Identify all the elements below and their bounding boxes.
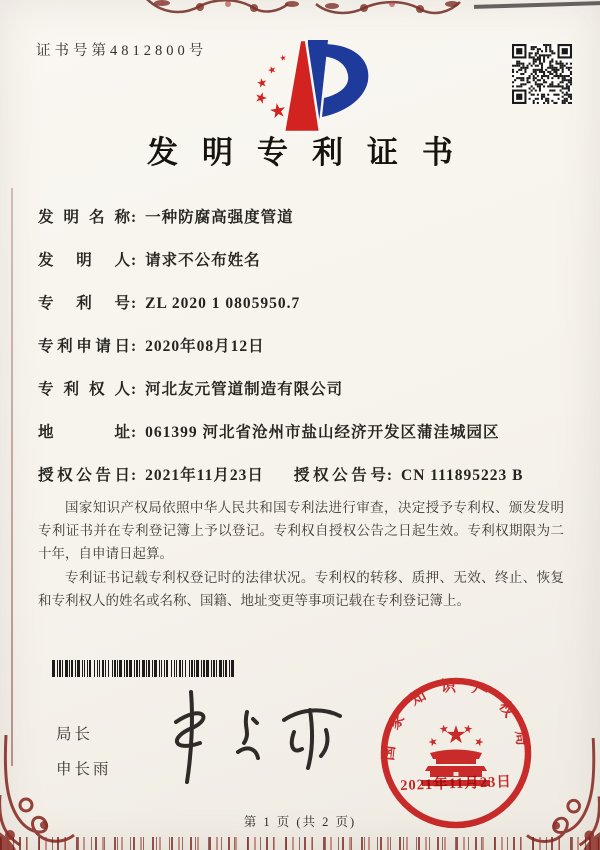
- grant-number-pair: [294, 465, 524, 486]
- field-list: [38, 207, 566, 486]
- page-footer: 第 1 页 (共 2 页): [243, 815, 357, 829]
- director-title: 局长: [56, 726, 94, 743]
- qr-code-icon: [512, 44, 572, 104]
- field-row-patent-number: [38, 293, 566, 314]
- barcode-icon: [52, 660, 236, 677]
- field-label: 地址: [38, 424, 130, 441]
- field-row-address: [38, 422, 566, 443]
- field-row-inventor: [38, 250, 566, 271]
- cnipa-logo-icon: [238, 36, 372, 134]
- field-value: ZL 2020 1 0805950.7: [145, 295, 301, 312]
- grant-date-pair: [38, 465, 264, 486]
- field-label: 授权公告日: [38, 467, 130, 484]
- field-value: 2020年08月12日: [145, 338, 265, 355]
- field-row-patentee: [38, 379, 566, 400]
- field-value: 2021年11月23日: [145, 467, 264, 484]
- field-colon: :: [131, 338, 137, 355]
- field-value: 请求不公布姓名: [145, 252, 261, 269]
- official-seal-icon: [375, 672, 537, 834]
- field-colon: :: [131, 381, 137, 398]
- field-colon: :: [131, 209, 137, 226]
- field-value: 河北友元管道制造有限公司: [145, 381, 344, 398]
- field-label: 发明名称: [38, 209, 130, 226]
- certificate-title: 发明专利证书: [147, 135, 477, 170]
- seal-agency-text: 国家知识产权局: [380, 679, 532, 762]
- field-value: 一种防腐高强度管道: [145, 209, 294, 226]
- bottom-border-ornament: [0, 837, 600, 850]
- bottom-left-ornament: [0, 735, 78, 850]
- field-label: 发明人: [38, 252, 130, 269]
- field-colon: :: [386, 467, 392, 484]
- left-edge-line: [11, 188, 13, 766]
- field-row-grant: [38, 465, 566, 486]
- legal-paragraph: 国家知识产权局依照中华人民共和国专利法进行审查，决定授予专利权、颁发发明专利证书并在专利登记簿上予以登记。专利权自授权公告之日起生效。专利权期限为二十年，自申请日起算。: [38, 500, 564, 562]
- field-row-invention-name: [38, 207, 566, 228]
- top-edge-line: [474, 1, 600, 8]
- director-signature-icon: [150, 686, 350, 788]
- field-value: CN 111895223 B: [401, 467, 524, 484]
- legal-text: [38, 496, 564, 612]
- field-label: 授权公告号: [293, 467, 386, 484]
- seal-date: 2021年11月23日: [399, 774, 513, 794]
- field-colon: :: [131, 424, 137, 441]
- svg-text:国家知识产权局: [379, 677, 532, 761]
- field-label: 专利权人: [38, 381, 130, 398]
- field-label: 专利号: [38, 295, 130, 312]
- bottom-right-ornament: [522, 738, 600, 850]
- field-row-filing-date: [38, 336, 566, 357]
- field-colon: :: [131, 252, 137, 269]
- director-name: 申长雨: [56, 761, 112, 778]
- certificate-number: 证书号第4812800号: [36, 43, 208, 59]
- field-colon: :: [131, 467, 137, 484]
- legal-paragraph: 专利证书记载专利权登记时的法律状况。专利权的转移、质押、无效、终止、恢复和专利权人的姓名或名称、国籍、地址变更等事项记载在专利登记簿上。: [38, 569, 564, 608]
- field-label: 专利申请日: [38, 338, 130, 355]
- field-colon: :: [131, 295, 137, 312]
- field-value: 061399 河北省沧州市盐山经济开发区蒲洼城园区: [145, 424, 500, 441]
- top-border-ornament: [142, 0, 462, 18]
